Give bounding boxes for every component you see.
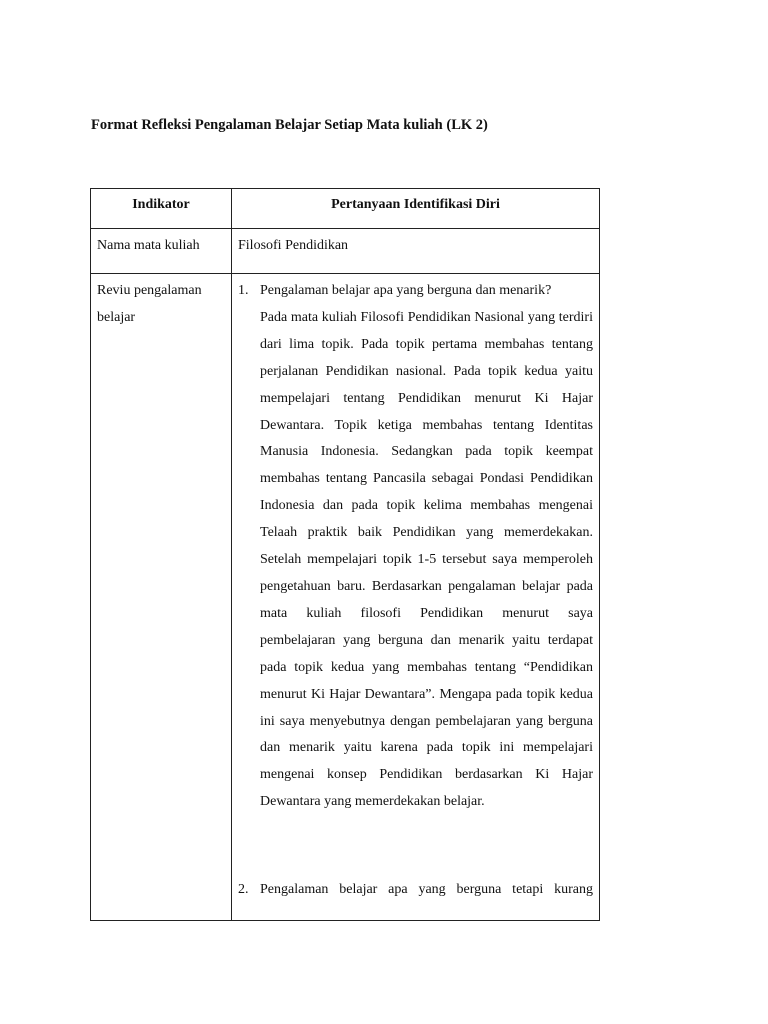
document-title: Format Refleksi Pengalaman Belajar Setiap Mata kuliah (LK 2) — [91, 117, 488, 133]
item-number: 2. — [238, 882, 249, 897]
table-header-row — [91, 189, 599, 229]
indicator-line: Reviu pengalaman — [97, 283, 202, 298]
item-number: 1. — [238, 283, 249, 298]
item-answer: Pada mata kuliah Filosofi Pendidikan Nasional yang terdiri dari lima topik. Pada topik pertama membahas tentang perjalanan Pendidikan nasional. Pada topik kedua yaitu mempelajari tentang Pendidikan menurut Ki Hajar Dewantara. Topik ketiga membahas tentang Identitas Manusia Indonesia. Sedangkan pada topik keempat membahas tentang Pancasila sebagai Pondasi Pendidikan Indonesia dan pada topik kelima membahas mengenai Telaah praktik baik Pendidikan yang memerdekakan. Setelah mempelajari topik 1-5 tersebut saya memperoleh pengetahuan baru. Berdasarkan pengalaman belajar pada mata kuliah filosofi Pendidikan menurut saya pembelajaran yang berguna dan menarik yaitu terdapat pada topik kedua yang membahas tentang “Pendidikan menurut Ki Hajar Dewantara”. Mengapa pada topik kedua ini saya menyebutnya dengan pembelajaran yang berguna dan menarik yaitu karena pada topik ini mempelajari mengenai konsep Pendidikan berdasarkan Ki Hajar Dewantara yang memerdekakan belajar. — [260, 309, 593, 810]
header-pertanyaan: Pertanyaan Identifikasi Diri — [331, 197, 500, 212]
indicator-line: belajar — [97, 309, 136, 325]
course-name-value: Filosofi Pendidikan — [238, 238, 349, 253]
indicator-reviu-pengalaman — [91, 278, 231, 332]
reflection-table — [90, 188, 600, 921]
list-item — [238, 278, 593, 816]
table-row — [91, 274, 599, 920]
reflection-list — [232, 274, 599, 920]
item-question: Pengalaman belajar apa yang berguna dan menarik? — [260, 283, 552, 298]
indicator-nama-mata-kuliah: Nama mata kuliah — [97, 238, 200, 253]
item-question: Pengalaman belajar apa yang berguna tetapi kurang — [260, 882, 593, 897]
list-item — [238, 877, 593, 904]
table-row — [91, 229, 599, 274]
header-indikator: Indikator — [132, 197, 190, 212]
